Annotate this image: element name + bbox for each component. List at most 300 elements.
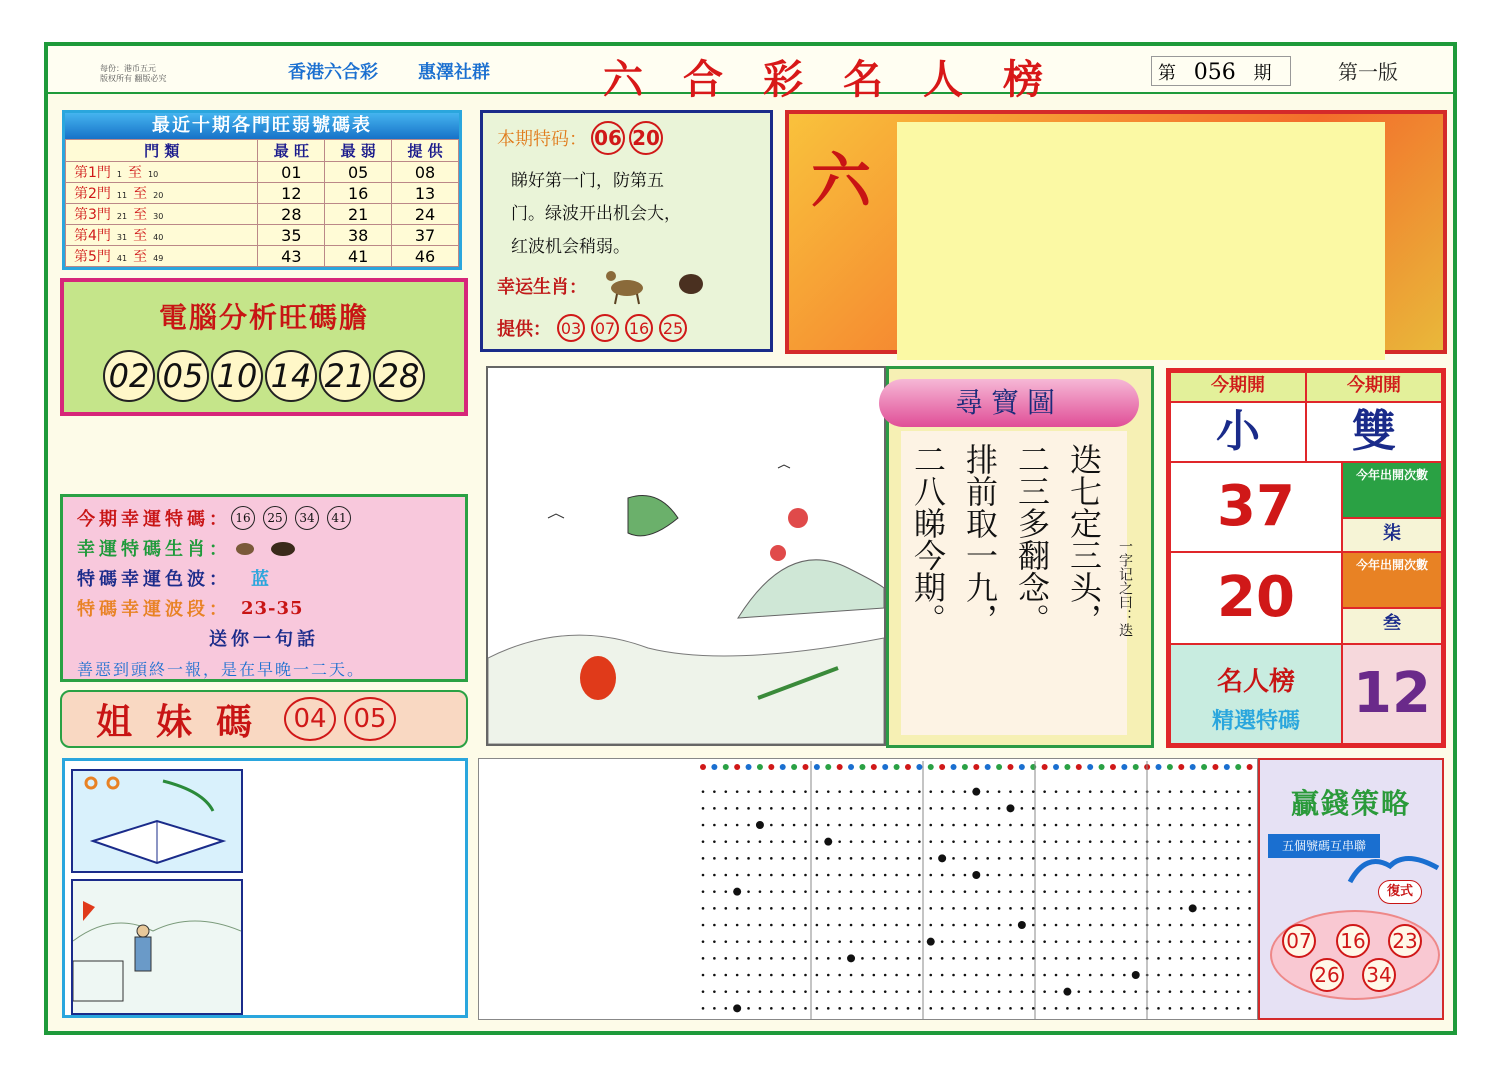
grid-dot <box>838 974 841 977</box>
grid-dot <box>1032 874 1035 877</box>
grid-dot <box>702 1007 705 1010</box>
grid-dot <box>1077 840 1080 843</box>
grid-dot <box>1006 804 1014 812</box>
grid-dot <box>793 874 796 877</box>
grid-dot <box>895 857 898 860</box>
grid-dot <box>713 907 716 910</box>
grid-dot <box>804 957 807 960</box>
brand-community: 惠澤社群 <box>418 62 490 83</box>
grid-dot <box>1180 874 1183 877</box>
grid-dot <box>770 824 773 827</box>
grid-dot <box>702 990 705 993</box>
grid-dot <box>1018 921 1026 929</box>
grid-dot <box>724 924 727 927</box>
row2-count: 叁 <box>1341 607 1443 645</box>
grid-dot <box>1123 807 1126 810</box>
grid-dot <box>702 924 705 927</box>
grid-dot <box>929 974 932 977</box>
grid-dot <box>1191 824 1194 827</box>
header-ball <box>1042 764 1048 770</box>
header-ball <box>700 764 706 770</box>
grid-dot <box>1055 824 1058 827</box>
grid-dot <box>941 990 944 993</box>
grid-dot <box>1203 907 1206 910</box>
grid-dot <box>895 807 898 810</box>
grid-dot <box>1180 940 1183 943</box>
sister-circle: 04 <box>284 697 336 741</box>
grid-dot <box>1169 940 1172 943</box>
grid-dot <box>736 940 739 943</box>
grid-dot <box>850 824 853 827</box>
grid-dot <box>1066 790 1069 793</box>
header-ball <box>837 764 843 770</box>
grid-dot <box>873 1007 876 1010</box>
grid-dot <box>770 990 773 993</box>
grid-dot <box>964 924 967 927</box>
grid-dot <box>952 974 955 977</box>
grid-dot <box>1123 990 1126 993</box>
grid-dot <box>1169 874 1172 877</box>
grid-dot <box>1112 924 1115 927</box>
grid-dot <box>1248 940 1251 943</box>
grid-dot <box>1191 807 1194 810</box>
grid-dot <box>736 857 739 860</box>
grid-dot <box>1226 890 1229 893</box>
grid-dot <box>929 907 932 910</box>
grid-dot <box>1248 974 1251 977</box>
grid-dot <box>781 840 784 843</box>
grid-dot <box>1123 974 1126 977</box>
grid-dot <box>1134 790 1137 793</box>
code-circle: 20 <box>629 121 663 155</box>
grid-dot <box>1134 990 1137 993</box>
grid-dot <box>1203 957 1206 960</box>
grid-dot <box>724 957 727 960</box>
grid-dot <box>1021 857 1024 860</box>
header-ball <box>905 764 911 770</box>
zodiac-icons <box>231 537 301 559</box>
grid-dot <box>702 840 705 843</box>
grid-dot <box>1157 824 1160 827</box>
grid-dot <box>1157 924 1160 927</box>
grid-dot <box>850 907 853 910</box>
header-ball <box>1212 764 1218 770</box>
row1-number: 37 <box>1169 461 1343 553</box>
grid-dot <box>1214 840 1217 843</box>
grid-dot <box>724 974 727 977</box>
grid-dot <box>1077 957 1080 960</box>
grid-dot <box>941 890 944 893</box>
grid-dot <box>736 907 739 910</box>
grid-dot <box>816 840 819 843</box>
grid-dot <box>1226 957 1229 960</box>
grid-dot <box>952 957 955 960</box>
treasure-title: 尋寶圖 <box>879 379 1139 427</box>
grid-dot <box>1237 957 1240 960</box>
grid-dot <box>770 924 773 927</box>
grid-dot <box>998 924 1001 927</box>
open-label: 今期開 <box>1305 371 1443 403</box>
grid-dot <box>1157 990 1160 993</box>
poem-column: 二八睇今期。 <box>909 443 947 635</box>
banner-char: 六 <box>811 147 871 217</box>
grid-dot <box>1169 974 1172 977</box>
grid-dot <box>759 924 762 927</box>
grid-dot <box>1248 824 1251 827</box>
strategy-number: 16 <box>1336 924 1370 958</box>
issue-box: 第 056 期 <box>1151 56 1291 86</box>
grid-dot <box>964 807 967 810</box>
grid-dot <box>975 907 978 910</box>
grid-dot <box>724 807 727 810</box>
grid-dot <box>929 890 932 893</box>
grid-dot <box>1169 840 1172 843</box>
strategy-number: 26 <box>1310 958 1344 992</box>
grid-dot <box>1248 924 1251 927</box>
offer-value: 24 <box>392 204 459 225</box>
grid-dot <box>1157 890 1160 893</box>
famous-number: 12 <box>1341 643 1443 745</box>
grid-dot <box>1169 790 1172 793</box>
grid-dot <box>1112 824 1115 827</box>
grid-dot <box>884 807 887 810</box>
grid-dot <box>929 957 932 960</box>
grid-dot <box>1100 974 1103 977</box>
grid-dot <box>781 907 784 910</box>
lucky-circle: 41 <box>327 506 351 530</box>
grid-dot <box>1066 824 1069 827</box>
grid-dot <box>736 990 739 993</box>
grid-dot <box>861 957 864 960</box>
grid-dot <box>1100 890 1103 893</box>
grid-dot <box>1021 957 1024 960</box>
grid-dot <box>702 957 705 960</box>
header-ball <box>985 764 991 770</box>
zodiac-animals-icon <box>587 266 707 306</box>
grid-dot <box>1112 974 1115 977</box>
grid-dot <box>884 974 887 977</box>
grid-dot <box>816 940 819 943</box>
grid-dot <box>964 957 967 960</box>
grid-dot <box>918 874 921 877</box>
banner-blank <box>897 122 1385 360</box>
grid-dot <box>1169 957 1172 960</box>
treasure-poem <box>909 443 1103 635</box>
header-ball <box>1064 764 1070 770</box>
grid-dot <box>850 990 853 993</box>
col-header: 最 弱 <box>325 140 392 162</box>
grid-dot <box>1226 907 1229 910</box>
grid-dot <box>1112 807 1115 810</box>
grid-dot <box>861 940 864 943</box>
grid-dot <box>1191 924 1194 927</box>
grid-dot <box>1100 807 1103 810</box>
grid-dot <box>998 874 1001 877</box>
grid-dot <box>1066 957 1069 960</box>
door-row: 第2門 11 至 20 12 16 13 <box>66 183 459 204</box>
grid-dot <box>1157 1007 1160 1010</box>
grid-dot <box>1055 907 1058 910</box>
grid-dot <box>895 890 898 893</box>
grid-dot <box>1180 924 1183 927</box>
grid-dot <box>1043 924 1046 927</box>
grid-dot <box>1100 874 1103 877</box>
grid-dot <box>918 907 921 910</box>
grid-dot <box>861 907 864 910</box>
grid-dot <box>1191 957 1194 960</box>
grid-dot <box>1043 790 1046 793</box>
grid-dot <box>1055 990 1058 993</box>
grid-dot <box>702 857 705 860</box>
grid-dot <box>1157 790 1160 793</box>
grid-dot <box>1009 840 1012 843</box>
grid-dot <box>1077 857 1080 860</box>
grid-dot <box>975 824 978 827</box>
header-ball <box>1247 764 1253 770</box>
grid-dot <box>793 857 796 860</box>
open-results <box>1166 368 1446 748</box>
grid-dot <box>1237 857 1240 860</box>
grid-dot <box>1134 907 1137 910</box>
grid-dot <box>770 890 773 893</box>
door-row: 第1門 1 至 10 01 05 08 <box>66 162 459 183</box>
grid-dot <box>1226 940 1229 943</box>
grid-dot <box>1055 807 1058 810</box>
grid-dot <box>1203 807 1206 810</box>
book-icon <box>73 771 241 871</box>
grid-dot <box>964 974 967 977</box>
grid-dot <box>804 890 807 893</box>
grid-dot <box>941 790 944 793</box>
issue-number: 056 <box>1193 60 1236 85</box>
grid-dot <box>895 907 898 910</box>
grid-dot <box>986 940 989 943</box>
grid-dot <box>781 890 784 893</box>
grid-dot <box>1214 790 1217 793</box>
grid-dot <box>1134 857 1137 860</box>
grid-dot <box>972 788 980 796</box>
sister-circle: 05 <box>344 697 396 741</box>
grid-dot <box>1123 890 1126 893</box>
grid-dot <box>770 974 773 977</box>
grid-dot <box>964 857 967 860</box>
grid-dot <box>747 807 750 810</box>
grid-dot <box>1100 857 1103 860</box>
grid-dot <box>1134 874 1137 877</box>
grid-dot <box>1248 890 1251 893</box>
grid-dot <box>770 840 773 843</box>
grid-dot <box>918 957 921 960</box>
grid-dot <box>1021 807 1024 810</box>
grid-dot <box>1203 890 1206 893</box>
grid-dot <box>861 990 864 993</box>
grid-dot <box>1009 924 1012 927</box>
grid-dot <box>1089 990 1092 993</box>
grid-dot <box>975 990 978 993</box>
grid-dot <box>759 857 762 860</box>
grid-dot <box>918 840 921 843</box>
header-ball <box>1224 764 1230 770</box>
grid-dot <box>1009 907 1012 910</box>
grid-dot <box>713 990 716 993</box>
lucky-circle: 34 <box>295 506 319 530</box>
grid-dot <box>1100 840 1103 843</box>
grid-dot <box>941 824 944 827</box>
grid-dot <box>1226 924 1229 927</box>
code-circle: 06 <box>591 121 625 155</box>
grid-dot <box>1021 974 1024 977</box>
lucky-zodiac: 幸运生肖： <box>497 266 756 306</box>
header-ball <box>1110 764 1116 770</box>
grid-dot <box>804 940 807 943</box>
grid-dot <box>1123 924 1126 927</box>
header-ball <box>1121 764 1127 770</box>
grid-dot <box>759 940 762 943</box>
strategy-number: 23 <box>1388 924 1422 958</box>
grid-dot <box>793 807 796 810</box>
grid-dot <box>1237 874 1240 877</box>
grid-dot <box>1203 824 1206 827</box>
grid-dot <box>964 890 967 893</box>
grid-dot <box>1077 907 1080 910</box>
grid-dot <box>1248 990 1251 993</box>
grid-dot <box>1055 974 1058 977</box>
grid-dot <box>1009 1007 1012 1010</box>
grid-dot <box>1180 1007 1183 1010</box>
grid-dot <box>907 907 910 910</box>
grid-dot <box>838 924 841 927</box>
grid-dot <box>1180 957 1183 960</box>
grid-dot <box>804 824 807 827</box>
grid-dot <box>781 874 784 877</box>
grid-dot <box>998 957 1001 960</box>
lucky-range-line: 特碼幸運波段： 23-35 <box>77 597 304 620</box>
grid-dot <box>1089 874 1092 877</box>
grid-dot <box>986 957 989 960</box>
grid-dot <box>918 1007 921 1010</box>
grid-dot <box>895 840 898 843</box>
grid-dot <box>1021 940 1024 943</box>
grid-dot <box>1248 840 1251 843</box>
grid-dot <box>1214 807 1217 810</box>
grid-dot <box>895 957 898 960</box>
grid-dot <box>781 990 784 993</box>
grid-dot <box>1032 907 1035 910</box>
grid-dot <box>895 924 898 927</box>
grid-dot <box>804 907 807 910</box>
grid-dot <box>975 924 978 927</box>
dot-grid <box>699 761 1257 1019</box>
grid-dot <box>952 874 955 877</box>
grid-dot <box>861 840 864 843</box>
price-note: 每份：港币五元 版权所有 翻版必究 <box>100 64 167 83</box>
grid-dot <box>1191 840 1194 843</box>
grid-dot <box>1066 940 1069 943</box>
grid-dot <box>759 907 762 910</box>
grid-dot <box>1123 957 1126 960</box>
grid-dot <box>1214 890 1217 893</box>
grid-dot <box>873 840 876 843</box>
grid-dot <box>884 840 887 843</box>
grid-dot <box>838 824 841 827</box>
grid-dot <box>1043 874 1046 877</box>
grid-dot <box>736 840 739 843</box>
grid-dot <box>1032 990 1035 993</box>
header-ball <box>814 764 820 770</box>
grid-dot <box>736 957 739 960</box>
lucky-zodiac-line: 幸運特碼生肖： <box>77 533 451 563</box>
grid-dot <box>1123 907 1126 910</box>
grid-dot <box>781 824 784 827</box>
grid-dot <box>1032 807 1035 810</box>
col-header: 提 供 <box>392 140 459 162</box>
grid-dot <box>972 871 980 879</box>
grid-dot <box>713 840 716 843</box>
parity-result: 雙 <box>1305 401 1443 463</box>
grid-dot <box>1089 807 1092 810</box>
grid-dot <box>873 924 876 927</box>
grid-dot <box>1191 974 1194 977</box>
grid-dot <box>895 790 898 793</box>
grid-dot <box>998 940 1001 943</box>
lucky-color-line: 特碼幸運色波： 蓝 <box>77 563 451 593</box>
grid-dot <box>1009 824 1012 827</box>
poem-column: 二三多翻念。 <box>1013 443 1051 635</box>
grid-dot <box>907 957 910 960</box>
grid-dot <box>1169 857 1172 860</box>
grid-dot <box>713 857 716 860</box>
grid-dot <box>713 790 716 793</box>
grid-dot <box>713 1007 716 1010</box>
special-codes: 本期特码： 06 20 <box>497 121 756 155</box>
grid-dot <box>850 940 853 943</box>
grid-dot <box>736 974 739 977</box>
grid-dot <box>1237 840 1240 843</box>
grid-dot <box>929 1007 932 1010</box>
grid-dot <box>1237 824 1240 827</box>
sister-title: 姐妹碼 <box>96 700 277 743</box>
grid-dot <box>1089 924 1092 927</box>
grid-dot <box>1157 874 1160 877</box>
grid-dot <box>1066 857 1069 860</box>
grid-dot <box>793 940 796 943</box>
grid-dot <box>1157 907 1160 910</box>
grid-dot <box>1055 957 1058 960</box>
grid-dot <box>1077 807 1080 810</box>
grid-dot <box>929 924 932 927</box>
grid-dot <box>907 890 910 893</box>
grid-dot <box>986 840 989 843</box>
grid-dot <box>895 990 898 993</box>
grid-dot <box>952 890 955 893</box>
computer-analysis <box>60 278 468 416</box>
grid-dot <box>1043 990 1046 993</box>
grid-dot <box>986 824 989 827</box>
grid-dot <box>1203 857 1206 860</box>
grid-dot <box>873 857 876 860</box>
grid-dot <box>1203 924 1206 927</box>
grid-dot <box>1123 857 1126 860</box>
poem-column: 排前取一九， <box>961 443 999 635</box>
grid-dot <box>907 1007 910 1010</box>
grid-dot <box>1089 940 1092 943</box>
grid-dot <box>884 857 887 860</box>
grid-dot <box>907 874 910 877</box>
header-ball <box>996 764 1002 770</box>
grid-dot <box>1009 990 1012 993</box>
grid-dot <box>1191 890 1194 893</box>
grid-dot <box>884 990 887 993</box>
